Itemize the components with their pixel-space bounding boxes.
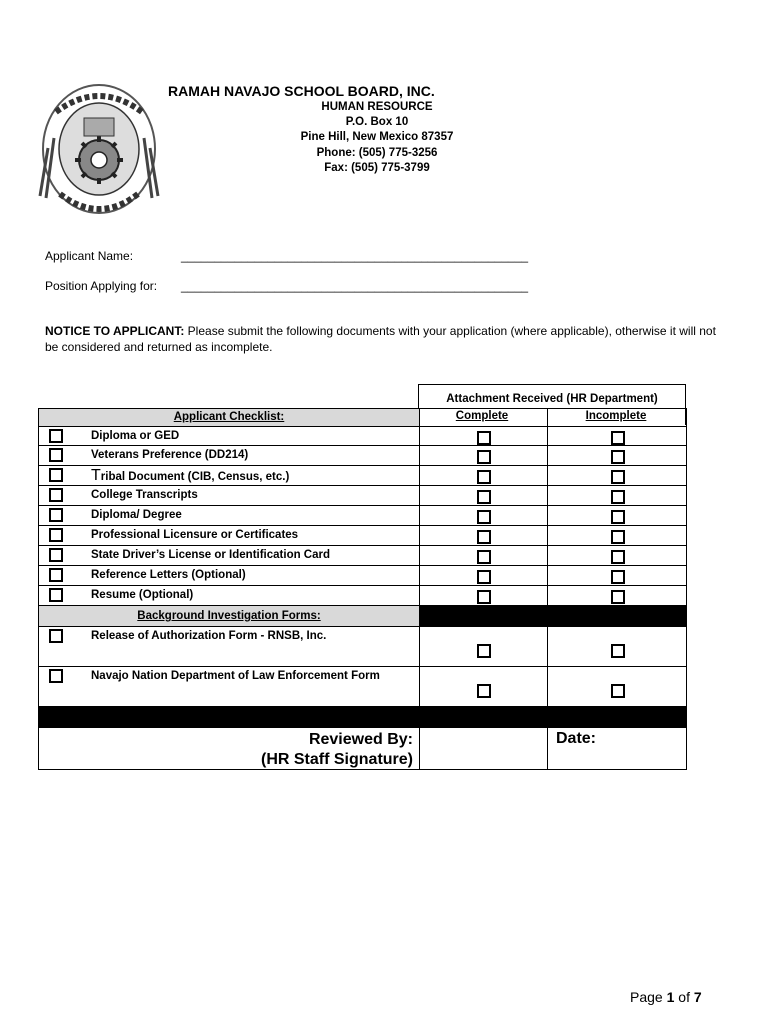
review-row	[39, 728, 686, 769]
reviewed-by-block	[261, 730, 413, 770]
reviewed-by-label: Reviewed By:	[308, 731, 413, 748]
po-box: P.O. Box 10	[345, 116, 409, 129]
applicant-checkbox[interactable]	[49, 669, 63, 683]
item-label: Reference Letters (Optional)	[91, 569, 246, 581]
page-indicator: Page 1 of 7	[630, 989, 702, 1005]
table-row	[39, 466, 686, 486]
applicant-checkbox[interactable]	[49, 588, 63, 602]
applicant-name-label: Applicant Name:	[45, 249, 134, 263]
organization-name: RAMAH NAVAJO SCHOOL BOARD, INC.	[168, 83, 435, 99]
complete-checkbox[interactable]	[477, 510, 491, 524]
incomplete-checkbox[interactable]	[611, 490, 625, 504]
notice-text: Please submit the following documents with your application (where applicable), otherwise it will not be considered and returned as incomplete.	[45, 324, 716, 354]
item-label: Release of Authorization Form - RNSB, Inc.	[91, 630, 327, 642]
item-label: Veterans Preference (DD214)	[91, 449, 249, 461]
item-label: Resume (Optional)	[91, 589, 194, 601]
applicant-checklist-header: Applicant Checklist:	[173, 411, 285, 423]
city-state: Pine Hill, New Mexico 87357	[300, 131, 454, 144]
table-row	[39, 667, 686, 707]
item-label: Navajo Nation Department of Law Enforcement Form	[91, 670, 380, 682]
complete-checkbox[interactable]	[477, 684, 491, 698]
separator-row	[39, 707, 686, 728]
incomplete-checkbox[interactable]	[611, 470, 625, 484]
table-row	[39, 526, 686, 546]
complete-column-header: Complete	[455, 410, 509, 422]
complete-checkbox[interactable]	[477, 470, 491, 484]
address-block	[262, 100, 492, 176]
phone-number: Phone: (505) 775-3256	[316, 146, 438, 159]
background-header-row	[39, 606, 686, 627]
applicant-name-line[interactable]: ____________________________________________________	[181, 249, 529, 263]
applicant-checkbox[interactable]	[49, 508, 63, 522]
current-page: 1	[666, 989, 675, 1005]
table-row	[39, 586, 686, 606]
complete-checkbox[interactable]	[477, 450, 491, 464]
incomplete-column-header: Incomplete	[585, 410, 647, 422]
applicant-checkbox[interactable]	[49, 548, 63, 562]
incomplete-checkbox[interactable]	[611, 510, 625, 524]
table-row	[39, 566, 686, 586]
complete-checkbox[interactable]	[477, 490, 491, 504]
table-row	[39, 427, 686, 446]
item-label: Diploma or GED	[91, 430, 180, 442]
position-line[interactable]: ____________________________________________________	[181, 279, 529, 293]
fax-number: Fax: (505) 775-3799	[324, 161, 430, 174]
incomplete-checkbox[interactable]	[611, 644, 625, 658]
table-row	[39, 506, 686, 526]
table-row	[39, 627, 686, 667]
applicant-checkbox[interactable]	[49, 488, 63, 502]
complete-checkbox[interactable]	[477, 550, 491, 564]
background-investigation-header: Background Investigation Forms:	[137, 610, 321, 622]
school-board-seal-logo	[36, 78, 162, 220]
item-label: State Driver’s License or Identification Card	[91, 549, 331, 561]
table-row	[39, 446, 686, 466]
incomplete-checkbox[interactable]	[611, 590, 625, 604]
total-pages: 7	[693, 989, 702, 1005]
incomplete-checkbox[interactable]	[611, 530, 625, 544]
incomplete-checkbox[interactable]	[611, 684, 625, 698]
notice-label: NOTICE TO APPLICANT:	[45, 324, 185, 338]
applicant-checkbox[interactable]	[49, 528, 63, 542]
attachment-received-header: Attachment Received (HR Department)	[446, 393, 658, 405]
item-label: College Transcripts	[91, 489, 198, 501]
complete-checkbox[interactable]	[477, 570, 491, 584]
applicant-checkbox[interactable]	[49, 448, 63, 462]
item-label: Professional Licensure or Certificates	[91, 529, 299, 541]
date-label: Date:	[556, 730, 597, 747]
incomplete-checkbox[interactable]	[611, 570, 625, 584]
applicant-checkbox[interactable]	[49, 468, 63, 482]
notice-to-applicant	[45, 323, 725, 355]
item-label: Diploma/ Degree	[91, 509, 182, 521]
item-label: Tribal Document (CIB, Census, etc.)	[91, 467, 290, 484]
table-row	[39, 486, 686, 506]
checklist-table	[38, 408, 687, 770]
complete-checkbox[interactable]	[477, 530, 491, 544]
complete-checkbox[interactable]	[477, 590, 491, 604]
signature-field[interactable]	[419, 728, 547, 769]
applicant-checkbox[interactable]	[49, 568, 63, 582]
applicant-checkbox[interactable]	[49, 429, 63, 443]
applicant-checkbox[interactable]	[49, 629, 63, 643]
date-field[interactable]	[547, 728, 686, 769]
department-name: HUMAN RESOURCE	[321, 101, 433, 113]
table-row	[39, 546, 686, 566]
incomplete-checkbox[interactable]	[611, 450, 625, 464]
position-label: Position Applying for:	[45, 279, 158, 293]
complete-checkbox[interactable]	[477, 644, 491, 658]
checklist-header-cell	[39, 409, 419, 426]
hr-staff-signature-label: (HR Staff Signature)	[261, 751, 413, 768]
incomplete-checkbox[interactable]	[611, 431, 625, 445]
complete-checkbox[interactable]	[477, 431, 491, 445]
incomplete-checkbox[interactable]	[611, 550, 625, 564]
